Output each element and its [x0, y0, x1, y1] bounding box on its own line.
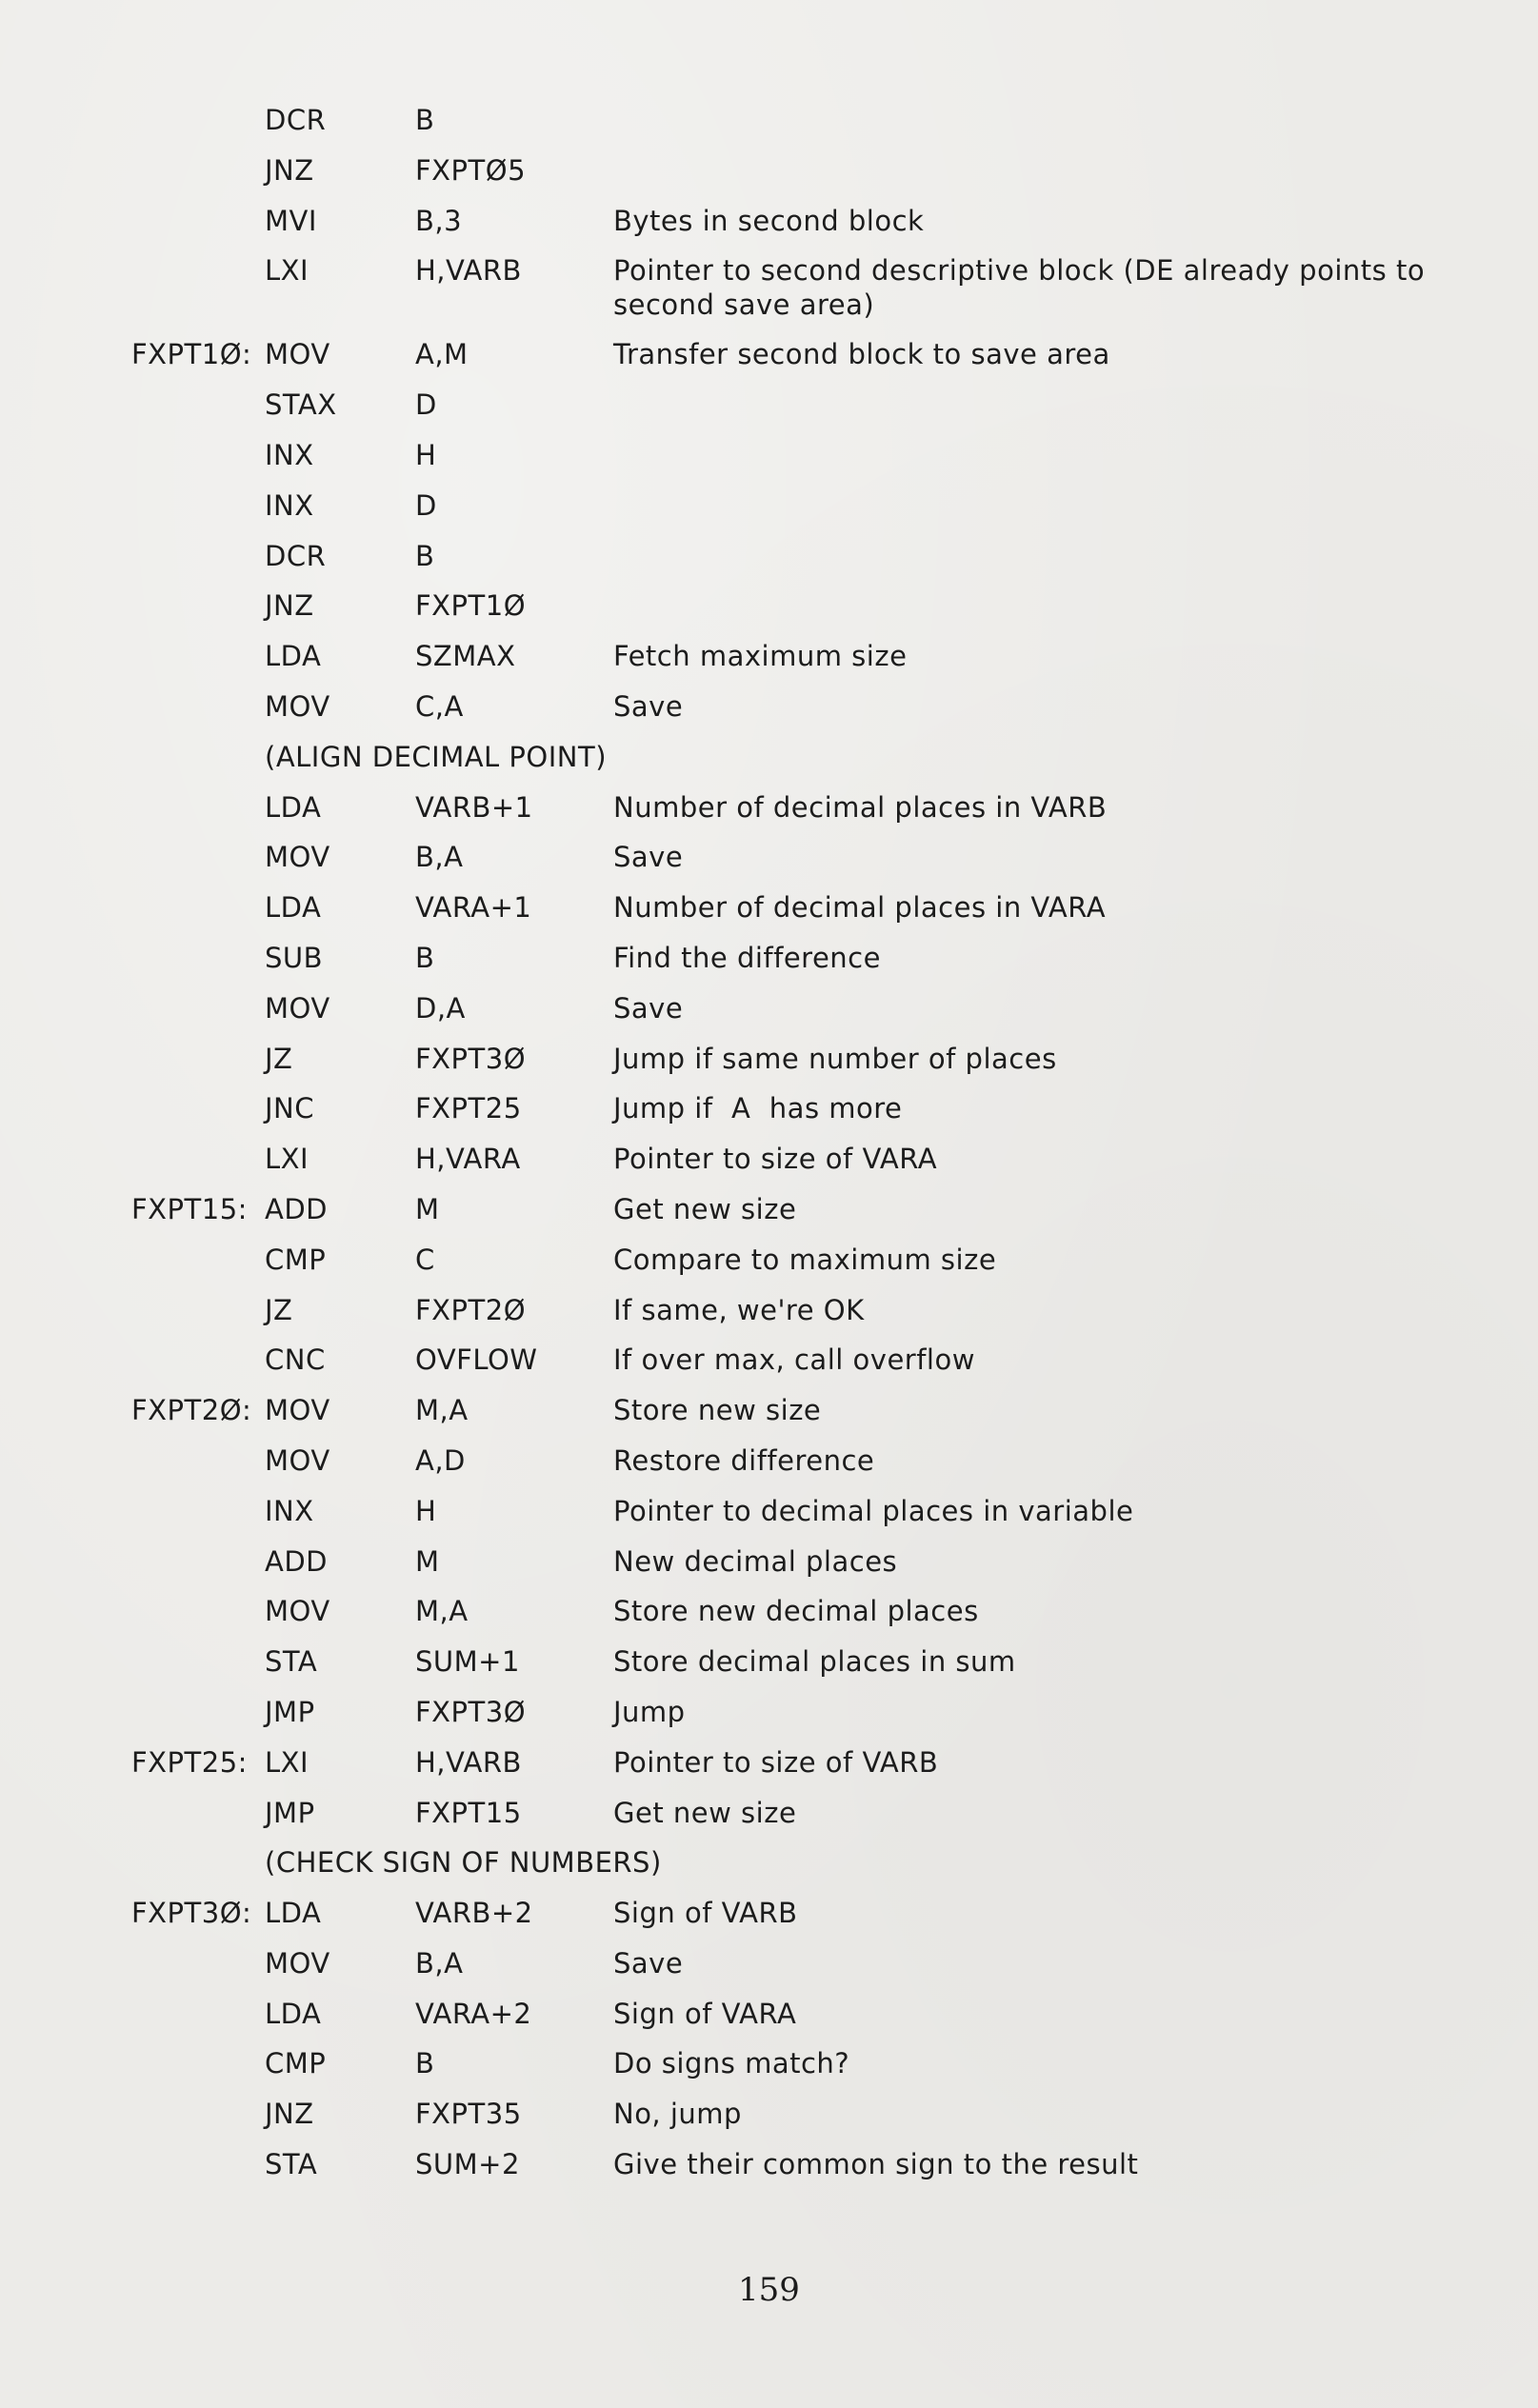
- line-comment: No, jump: [613, 2098, 742, 2131]
- code-line: [0, 438, 1538, 488]
- code-line: [0, 689, 1538, 740]
- line-comment: Save: [613, 689, 684, 723]
- code-line: [0, 1644, 1538, 1695]
- line-comment: Sign of VARB: [613, 1897, 798, 1930]
- opcode: MOV: [265, 338, 330, 371]
- line-comment: Do signs match?: [613, 2047, 850, 2080]
- operand: M,A: [415, 1394, 469, 1427]
- line-comment: Jump if A has more: [613, 1092, 903, 1125]
- line-label: FXPT15:: [131, 1192, 248, 1225]
- opcode: CMP: [265, 1243, 327, 1276]
- operand: C,A: [415, 689, 464, 723]
- opcode: MOV: [265, 1946, 330, 1980]
- line-comment: Save: [613, 1946, 684, 1980]
- line-comment: Pointer to size of VARA: [613, 1143, 938, 1176]
- code-line: [0, 1343, 1538, 1393]
- line-comment: Give their common sign to the result: [613, 2148, 1139, 2181]
- operand: B,A: [415, 841, 464, 874]
- opcode: MOV: [265, 1443, 330, 1477]
- opcode: LDA: [265, 790, 322, 824]
- operand: VARA+2: [415, 1997, 532, 2030]
- operand: D,A: [415, 991, 466, 1025]
- opcode: STAX: [265, 388, 337, 422]
- opcode: LDA: [265, 1897, 322, 1930]
- operand: FXPT2Ø: [415, 1293, 527, 1326]
- code-line: [0, 1695, 1538, 1745]
- operand: M: [415, 1192, 440, 1225]
- opcode: JZ: [265, 1293, 293, 1326]
- opcode: SUB: [265, 941, 324, 974]
- line-comment: Store new size: [613, 1394, 822, 1427]
- opcode: STA: [265, 1645, 318, 1679]
- operand: FXPT35: [415, 2098, 522, 2131]
- section-heading-text: (ALIGN DECIMAL POINT): [265, 740, 608, 773]
- opcode: DCR: [265, 104, 327, 136]
- opcode: STA: [265, 2148, 318, 2181]
- operand: B: [415, 941, 435, 974]
- code-line: [0, 1192, 1538, 1243]
- operand: H,VARB: [415, 1745, 522, 1779]
- code-line: [0, 1393, 1538, 1443]
- code-line: [0, 1243, 1538, 1293]
- code-line: [0, 840, 1538, 890]
- operand: SUM+2: [415, 2148, 520, 2181]
- code-line: [0, 2097, 1538, 2147]
- section-heading: [0, 1845, 1538, 1896]
- operand: B: [415, 104, 435, 136]
- line-comment: Bytes in second block: [613, 204, 925, 237]
- operand: M: [415, 1544, 440, 1578]
- operand: FXPT3Ø: [415, 1042, 527, 1075]
- operand: SUM+1: [415, 1645, 520, 1679]
- line-comment: Transfer second block to save area: [613, 338, 1110, 371]
- operand: D: [415, 488, 437, 522]
- operand: M,A: [415, 1595, 469, 1628]
- operand: B,3: [415, 204, 463, 237]
- line-comment: Jump: [613, 1695, 686, 1728]
- opcode: LDA: [265, 1997, 322, 2030]
- code-line: [0, 1091, 1538, 1142]
- code-line: [0, 488, 1538, 539]
- opcode: MOV: [265, 991, 330, 1025]
- assembly-listing: [0, 103, 1538, 2198]
- line-comment: Number of decimal places in VARA: [613, 891, 1107, 925]
- line-comment: Save: [613, 991, 684, 1025]
- opcode: MOV: [265, 1595, 330, 1628]
- code-line: [0, 1042, 1538, 1092]
- opcode: MOV: [265, 841, 330, 874]
- code-line: [0, 588, 1538, 639]
- operand: H,VARA: [415, 1143, 521, 1176]
- opcode: JNZ: [265, 2098, 314, 2131]
- opcode: MOV: [265, 1394, 330, 1427]
- code-line: [0, 2147, 1538, 2198]
- page-number: 159: [738, 2271, 800, 2309]
- operand: H: [415, 1494, 437, 1527]
- code-line: [0, 790, 1538, 841]
- operand: VARA+1: [415, 891, 532, 925]
- operand: A,M: [415, 338, 469, 371]
- code-line: [0, 1946, 1538, 1997]
- code-line: [0, 253, 1538, 337]
- opcode: JNZ: [265, 589, 314, 623]
- operand: VARB+2: [415, 1897, 533, 1930]
- opcode: JNZ: [265, 153, 314, 187]
- section-heading: [0, 740, 1538, 790]
- opcode: CNC: [265, 1343, 326, 1377]
- code-line: [0, 1594, 1538, 1644]
- code-line: [0, 337, 1538, 388]
- line-label: FXPT25:: [131, 1745, 248, 1779]
- opcode: MVI: [265, 204, 317, 237]
- opcode: LXI: [265, 1745, 310, 1779]
- line-comment: New decimal places: [613, 1544, 898, 1578]
- line-comment: Save: [613, 841, 684, 874]
- line-comment: Compare to maximum size: [613, 1243, 997, 1276]
- operand: OVFLOW: [415, 1343, 538, 1377]
- operand: C: [415, 1243, 435, 1276]
- line-comment: Restore difference: [613, 1443, 875, 1477]
- opcode: ADD: [265, 1544, 328, 1578]
- line-label: FXPT1Ø:: [131, 338, 252, 371]
- line-comment: Sign of VARA: [613, 1997, 797, 2030]
- code-line: [0, 1293, 1538, 1343]
- operand: H,VARB: [415, 254, 522, 288]
- opcode: DCR: [265, 539, 327, 572]
- code-line: [0, 388, 1538, 438]
- line-comment: Get new size: [613, 1192, 797, 1225]
- code-line: [0, 890, 1538, 941]
- operand: B: [415, 539, 435, 572]
- operand: FXPTØ5: [415, 153, 527, 187]
- line-comment: Jump if same number of places: [613, 1042, 1057, 1075]
- code-line: [0, 2046, 1538, 2097]
- opcode: INX: [265, 488, 314, 522]
- line-label: FXPT2Ø:: [131, 1394, 252, 1427]
- opcode: CMP: [265, 2047, 327, 2080]
- line-comment: Number of decimal places in VARB: [613, 790, 1108, 824]
- opcode: ADD: [265, 1192, 328, 1225]
- code-line: [0, 103, 1538, 153]
- code-line: [0, 1544, 1538, 1595]
- operand: D: [415, 388, 437, 422]
- line-comment: If over max, call overflow: [613, 1343, 975, 1377]
- line-comment: Find the difference: [613, 941, 881, 974]
- code-line: [0, 539, 1538, 589]
- line-comment: Pointer to decimal places in variable: [613, 1494, 1134, 1527]
- operand: A,D: [415, 1443, 466, 1477]
- line-comment: Pointer to size of VARB: [613, 1745, 939, 1779]
- operand: B: [415, 2047, 435, 2080]
- opcode: INX: [265, 438, 314, 471]
- code-line: [0, 1443, 1538, 1494]
- code-line: [0, 1142, 1538, 1192]
- line-label: FXPT3Ø:: [131, 1897, 252, 1930]
- code-line: [0, 204, 1538, 254]
- line-comment: Store new decimal places: [613, 1595, 979, 1628]
- code-line: [0, 153, 1538, 204]
- opcode: LDA: [265, 891, 322, 925]
- opcode: JNC: [265, 1092, 314, 1125]
- line-comment: Store decimal places in sum: [613, 1645, 1016, 1679]
- section-heading-text: (CHECK SIGN OF NUMBERS): [265, 1846, 662, 1880]
- code-line: [0, 639, 1538, 689]
- opcode: JMP: [265, 1695, 315, 1728]
- code-line: [0, 991, 1538, 1042]
- operand: B,A: [415, 1946, 464, 1980]
- code-line: [0, 941, 1538, 991]
- opcode: MOV: [265, 689, 330, 723]
- line-comment: Pointer to second descriptive block (DE already points to second save area): [613, 254, 1434, 322]
- operand: H: [415, 438, 437, 471]
- operand: FXPT1Ø: [415, 589, 527, 623]
- code-line: [0, 1745, 1538, 1796]
- line-comment: Get new size: [613, 1796, 797, 1829]
- line-comment: If same, we're OK: [613, 1293, 865, 1326]
- operand: VARB+1: [415, 790, 533, 824]
- opcode: JMP: [265, 1796, 315, 1829]
- operand: FXPT3Ø: [415, 1695, 527, 1728]
- opcode: INX: [265, 1494, 314, 1527]
- opcode: JZ: [265, 1042, 293, 1075]
- opcode: LDA: [265, 640, 322, 673]
- line-comment: Fetch maximum size: [613, 640, 908, 673]
- operand: SZMAX: [415, 640, 516, 673]
- code-line: [0, 1796, 1538, 1846]
- operand: FXPT15: [415, 1796, 522, 1829]
- operand: FXPT25: [415, 1092, 522, 1125]
- code-line: [0, 1997, 1538, 2047]
- opcode: LXI: [265, 254, 310, 288]
- code-line: [0, 1896, 1538, 1946]
- opcode: LXI: [265, 1143, 310, 1176]
- code-line: [0, 1494, 1538, 1544]
